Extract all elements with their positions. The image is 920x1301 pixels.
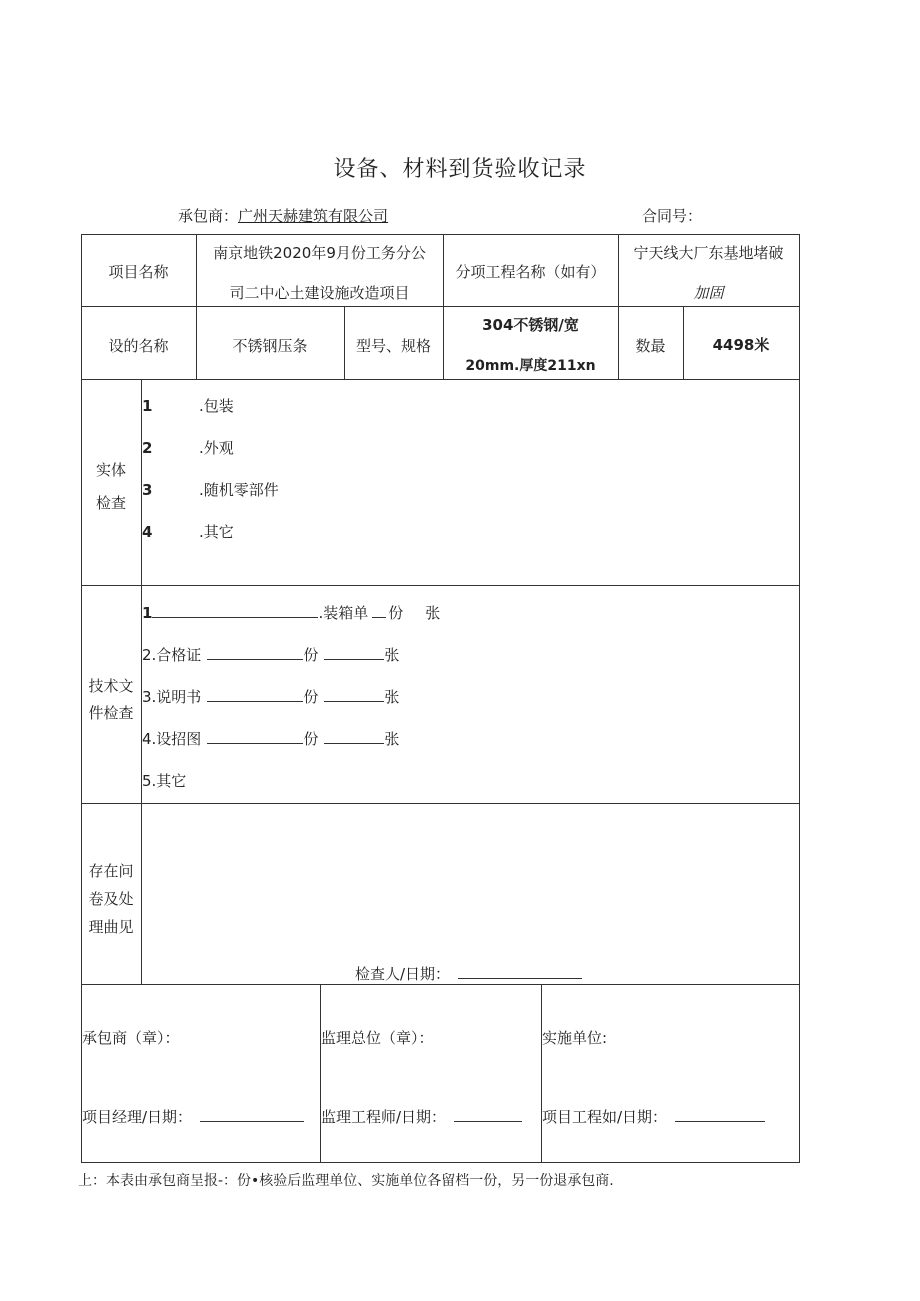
inspector-line [355,963,582,984]
entity-check-label-line2: 检查 [95,494,126,512]
entity-item-text: .其它 [199,523,234,541]
entity-item-num: 1 [142,397,153,415]
row-divider [81,306,800,307]
tech-doc-item-2 [142,644,399,665]
unit-copies: 份 [303,646,319,664]
contractor-name: 广州天赫建筑有限公司 [238,207,389,225]
blank-line [200,1106,304,1122]
tech-doc-item-label: 4.设招图 [142,730,202,748]
blank-line [372,602,386,618]
blank-line [324,728,384,744]
footnote: 上：本表由承包商呈报-：份•核验后监理单位、实施单位各留档一份，另一份退承包商. [78,1173,614,1189]
pm-date-line [82,1106,304,1127]
contract-no-label: 合同号： [642,207,703,225]
entity-item-text: .包装 [199,397,234,415]
entity-item-text: .外观 [199,439,234,457]
blank-line [675,1106,765,1122]
sub-project-label: 分项工程名称（如有） [455,263,606,281]
project-name-line2: 司二中心土建设施改造项目 [229,284,410,302]
blank-line [152,602,318,618]
tech-doc-item-label: 3.说明书 [142,688,202,706]
qty-label: 数最 [635,337,666,355]
sub-project-line1: 宁天线大厂东基地堵破 [633,244,784,262]
issues-label-line2: 卷及处 [88,890,134,908]
model-line2: 20mm.厚度211xn [465,358,596,374]
entity-item-num: 2 [142,439,153,457]
unit-copies: 份 [388,604,404,622]
form-border-left [81,234,82,1163]
tech-doc-item-label: 2.合格证 [142,646,202,664]
equipment-label: 设的名称 [108,337,169,355]
tech-doc-item-1 [142,602,440,623]
blank-line [207,686,303,702]
unit-copies: 份 [303,730,319,748]
unit-copies: 份 [303,688,319,706]
row-divider [81,803,800,804]
supervisor-engineer-date-label: 监理工程师/日期： [321,1108,447,1126]
row-divider [81,984,800,985]
form-border-top [81,234,800,235]
blank-line [207,728,303,744]
acceptance-form [81,234,800,1163]
model-label: 型号、规格 [355,337,431,355]
supervisor-seal-label: 监理总位（章）： [321,1029,434,1047]
entity-item-num: 3 [142,481,153,499]
model-line1: 304不锈钢/宽 [482,316,579,334]
project-name-label: 项目名称 [108,263,169,281]
unit-sheets: 张 [384,688,400,706]
col-divider [541,984,542,1162]
unit-sheets: 张 [384,730,400,748]
project-engineer-date-label: 项目工程如/日期： [542,1108,668,1126]
blank-line [324,686,384,702]
form-border-bottom [81,1162,800,1163]
tech-docs-label-line2: 件检查 [88,704,134,722]
row-divider [81,379,800,380]
col-divider [320,984,321,1162]
form-border-right [799,234,800,1163]
project-name-line1: 南京地铁2020年9月份工务分公 [213,244,426,262]
page-title: 设备、材料到货验收记录 [333,157,587,182]
impl-unit-label: 实施单位: [542,1029,608,1047]
contractor-label: 承包商： [178,207,239,225]
blank-line [324,644,384,660]
tech-docs-label-line1: 技术文 [88,677,134,695]
blank-line [454,1106,522,1122]
blank-line [458,963,582,979]
contractor-line [178,205,388,226]
entity-check-label-line1: 实体 [95,461,126,479]
pm-date-label: 项目经理/日期： [82,1108,193,1126]
row-divider [81,585,800,586]
tech-doc-item-text: .装箱单 [318,604,369,622]
col-divider [141,379,142,984]
qty-value: 4498米 [712,336,770,354]
contractor-seal-label: 承包商（章）： [82,1029,180,1047]
blank-line [207,644,303,660]
sub-project-line2: 加固 [693,284,724,302]
inspector-label: 检查人/日期： [355,965,451,983]
tech-doc-item-num: 1 [142,604,153,622]
unit-sheets: 张 [425,604,441,622]
supervisor-engineer-date-line [321,1106,522,1127]
tech-doc-item-4 [142,728,399,749]
tech-doc-item-5: 5.其它 [142,772,187,790]
entity-item-num: 4 [142,523,153,541]
issues-label-line3: 理曲见 [88,918,134,936]
project-engineer-date-line [542,1106,765,1127]
entity-item-text: .随机零部件 [199,481,279,499]
unit-sheets: 张 [384,646,400,664]
issues-label-line1: 存在问 [88,862,134,880]
equipment-value: 不锈钢压条 [232,337,308,355]
tech-doc-item-3 [142,686,399,707]
